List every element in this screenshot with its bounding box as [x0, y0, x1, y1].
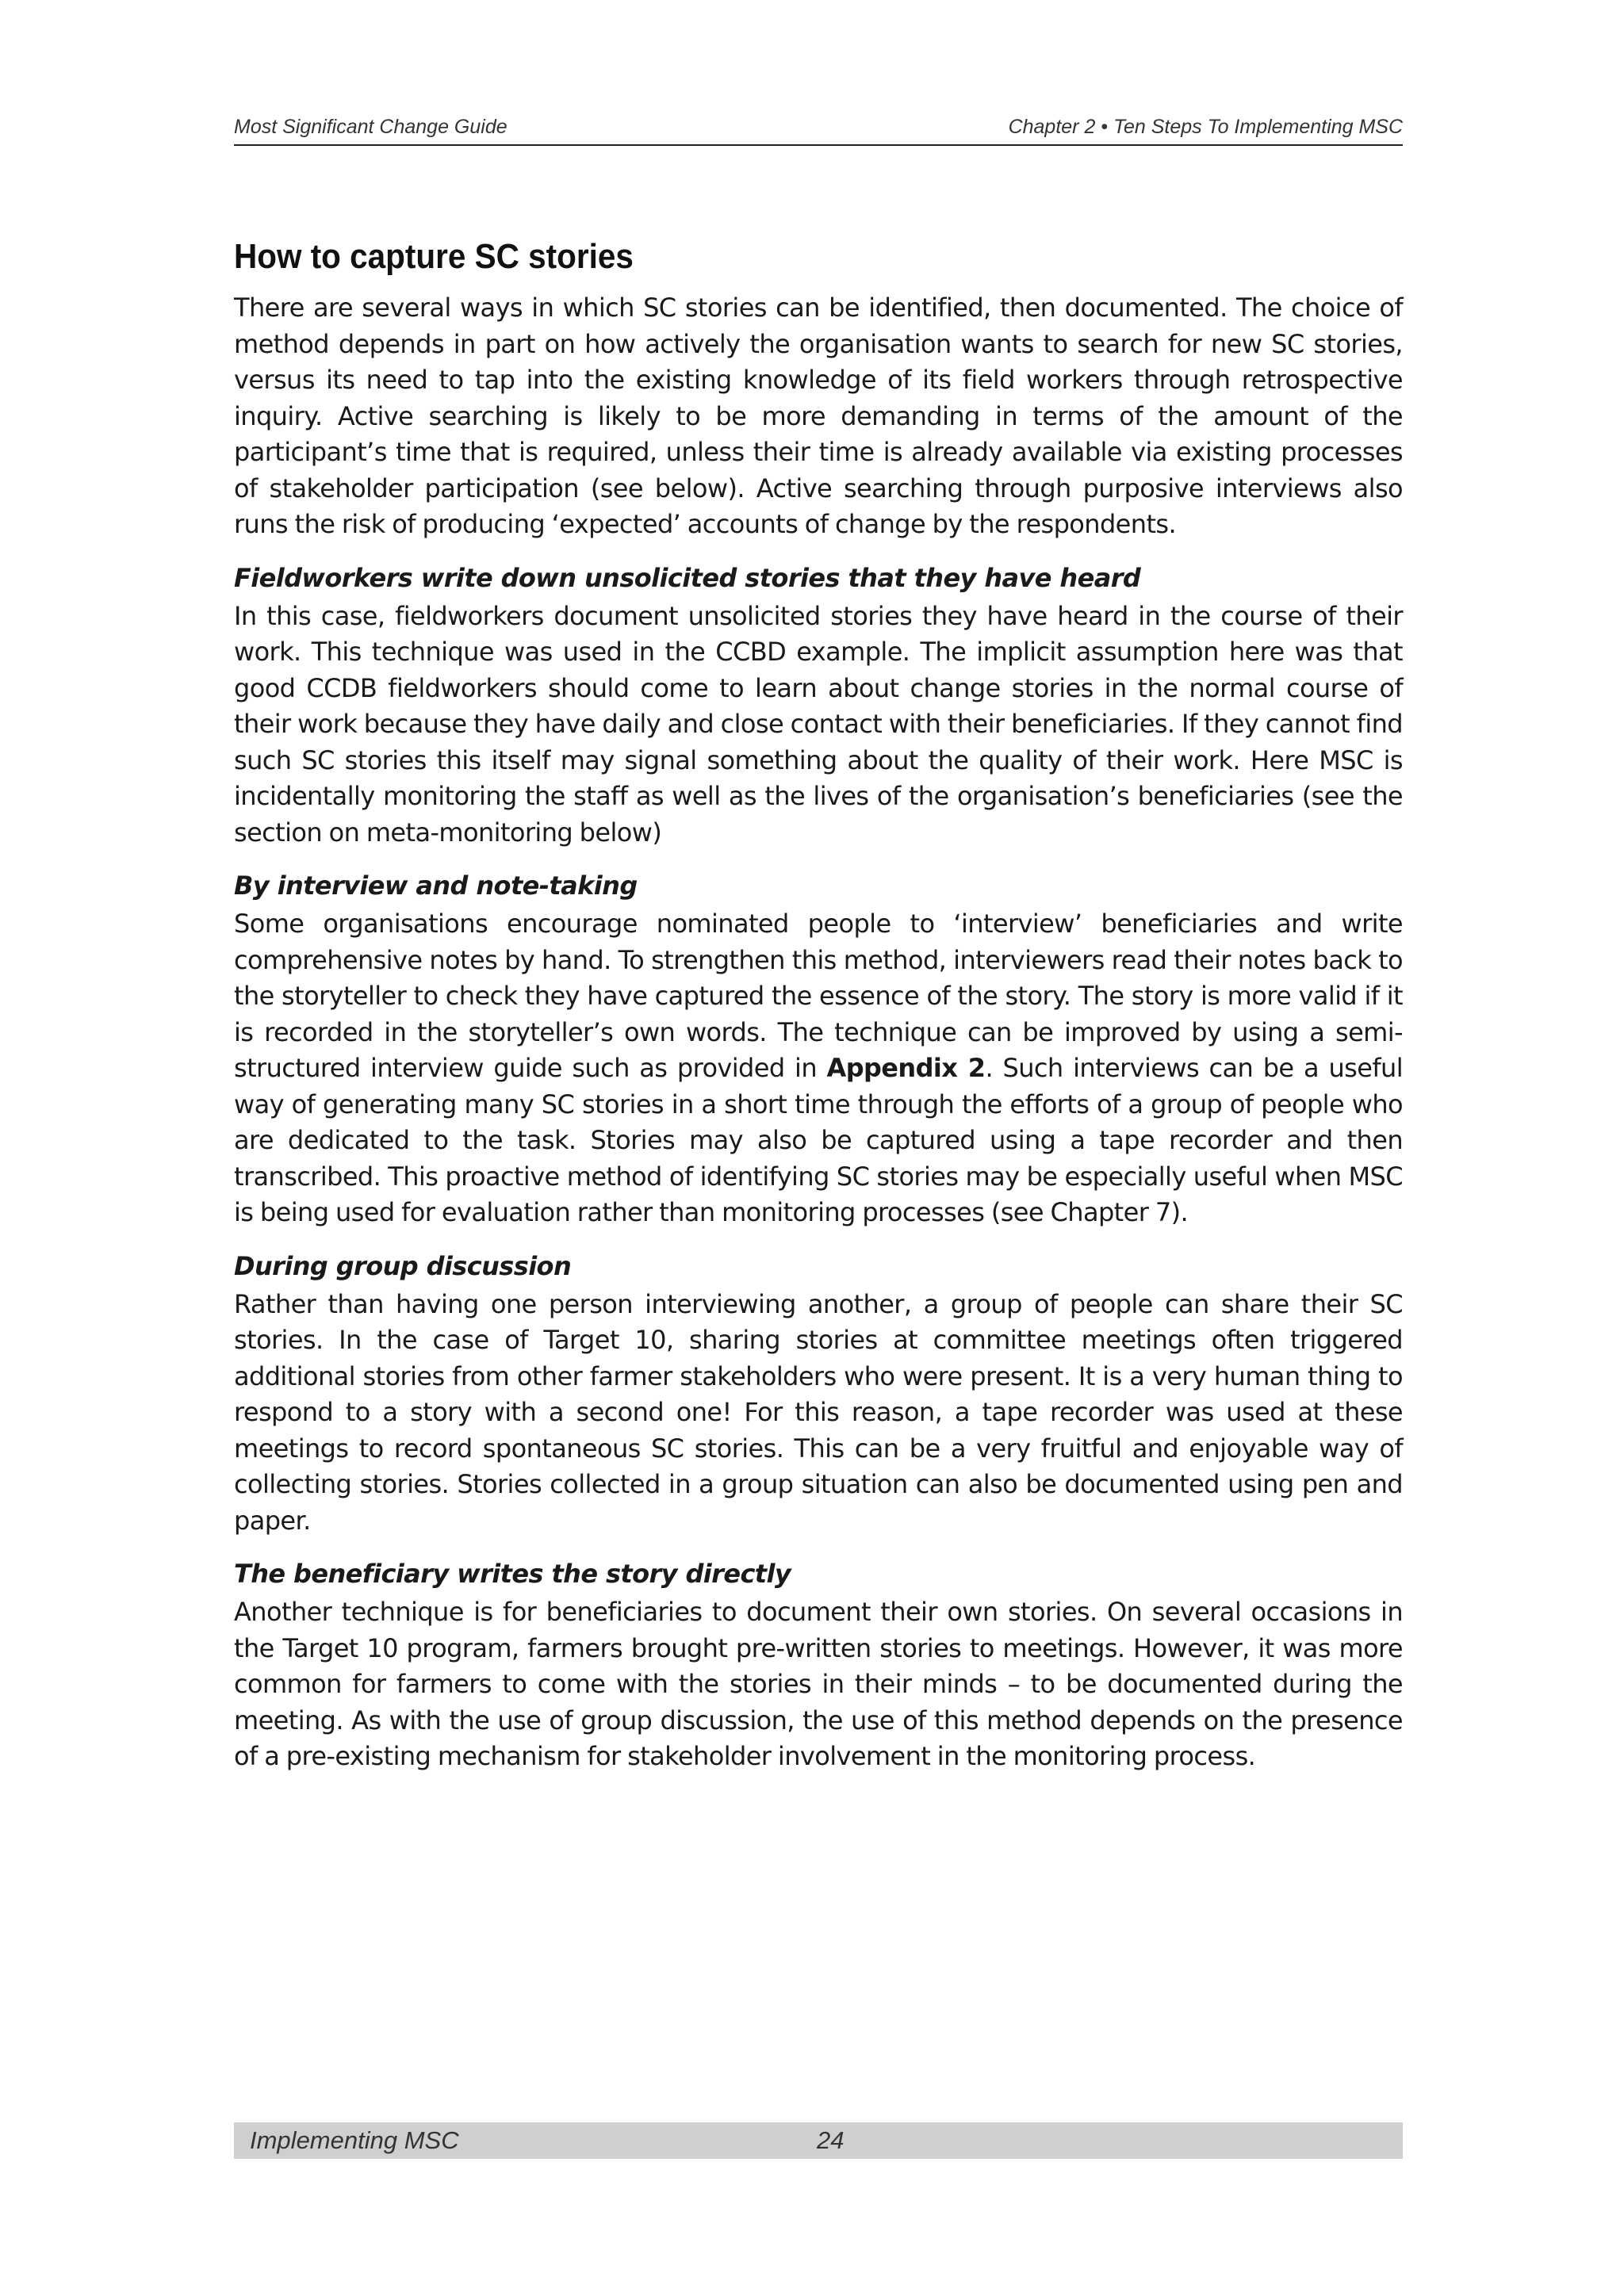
subheading-fieldworkers: Fieldworkers write down unsolicited stories that they have heard — [234, 562, 1141, 593]
section-title: How to capture SC stories — [234, 237, 634, 276]
running-footer — [234, 2122, 1403, 2159]
running-header — [234, 116, 1403, 146]
paragraph-fieldworkers: In this case, fieldworkers document unsolicited stories they have heard in the course of their work. This technique was used in the CCBD example. The implicit assumption here was that good CCDB fieldworkers should come to learn about change stories in the normal course of their work because they have daily and close contact with their beneficiaries. If they cannot find such SC stories this itself may signal something about the quality of their work. Here MSC is incidentally monitoring the staff as well as the lives of the organisation’s beneficiaries (see the section on meta-monitoring below) — [234, 600, 1403, 848]
header-chapter-title: Chapter 2 • Ten Steps To Implementing MSC — [1008, 116, 1403, 138]
intro-paragraph: There are several ways in which SC stories can be identified, then documented. The choice of method depends in part on how actively the organisation wants to search for new SC stories, versus its need to tap into the existing knowledge of its field workers through retrospective inquiry. Active searching is likely to be more demanding in terms of the amount of the participant’s time that is required, unless their time is already available via existing processes of stakeholder participation (see below). Active searching through purposive interviews also runs the risk of producing ‘expected’ accounts of change by the respondents. — [234, 293, 1403, 539]
subheading-group-discussion: During group discussion — [234, 1250, 572, 1281]
footer-label: Implementing MSC — [250, 2126, 459, 2154]
interview-text-part-1: Some organisations encourage nominated people to ‘interview’ beneficiaries and write comprehensive notes by hand. To strengthen this method, interviewers read their notes back to the storyteller to check they have captured the essence of the story. The story is more valid if it is recorded in the storyteller’s own words. The technique can be improved by using a semi-structured interview guide such as provided in — [234, 909, 1403, 1083]
page-content — [234, 235, 1403, 1775]
header-document-title: Most Significant Change Guide — [234, 116, 508, 138]
page-number: 24 — [817, 2126, 845, 2154]
appendix-reference: Appendix 2 — [826, 1053, 986, 1083]
paragraph-interview — [234, 906, 1403, 1231]
paragraph-beneficiary: Another technique is for beneficiaries to document their own stories. On several occasions in the Target 10 program, farmers brought pre-written stories to meetings. However, it was more common for farmers to come with the stories in their minds – to be documented during the meeting. As with the use of group discussion, the use of this method depends on the presence of a pre-existing mechanism for stakeholder involvement in the monitoring process. — [234, 1597, 1403, 1771]
subheading-beneficiary: The beneficiary writes the story directly — [234, 1559, 791, 1589]
subheading-interview: By interview and note-taking — [234, 871, 638, 901]
paragraph-group-discussion: Rather than having one person interviewing another, a group of people can share their SC stories. In the case of Target 10, sharing stories at committee meetings often triggered additional stories from other farmer stakeholders who were present. It is a very human thing to respond to a story with a second one! For this reason, a tape recorder was used at these meetings to record spontaneous SC stories. This can be a very fruitful and enjoyable way of collecting stories. Stories collected in a group situation can also be documented using pen and paper. — [234, 1288, 1403, 1536]
interview-text-part-2: . Such interviews can be a useful way of generating many SC stories in a short time through the efforts of a group of people who are dedicated to the task. Stories may also be captured using a tape recorder and then transcribed. This proactive method of identifying SC stories may be especially useful when MSC is being used for evaluation rather than monitoring processes (see Chapter 7). — [234, 1053, 1403, 1227]
